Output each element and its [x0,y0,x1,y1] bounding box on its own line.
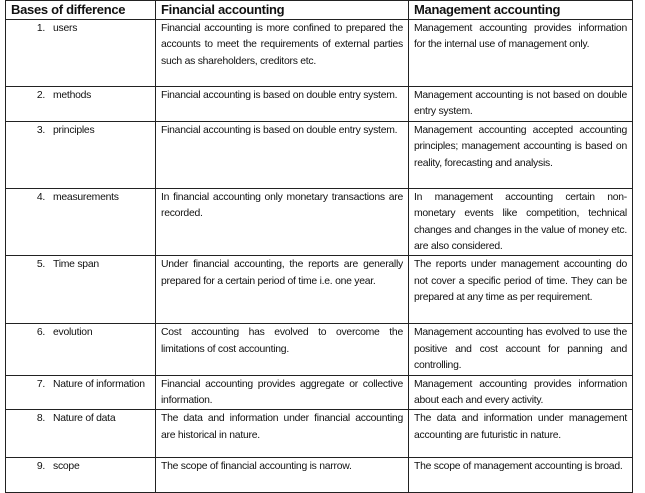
management-cell: The scope of management accounting is broad. [409,458,633,493]
row-number: 6. [36,327,45,339]
table-row [6,121,633,188]
management-cell: In management accounting certain non-monetary events like competition, technical changes and changes in the value of money etc. are also considered. [409,188,633,256]
comparison-table [5,0,633,493]
management-cell: The data and information under management accounting are futuristic in nature. [409,410,633,458]
table-row [6,256,633,324]
management-cell: The reports under management accounting do not cover a specific period of time. They can be prepared at any time as per requirement. [409,256,633,324]
table-row [6,87,633,122]
management-cell: Management accounting is not based on double entry system. [409,87,633,122]
row-number: 9. [36,461,45,473]
basis-label: scope [53,461,80,473]
row-number: 1. [36,23,45,34]
basis-label: Nature of data [53,413,116,425]
basis-cell [6,324,156,375]
basis-label: Nature of information [53,378,145,390]
basis-cell [6,256,156,324]
financial-cell: Cost accounting has evolved to overcome the limitations of cost accounting. [156,324,409,375]
header-financial: Financial accounting [156,1,409,20]
header-bases: Bases of difference [6,1,156,20]
basis-label: evolution [53,327,93,339]
row-number: 5. [36,259,45,271]
financial-cell: Financial accounting is based on double entry system. [156,121,409,188]
basis-cell [6,188,156,256]
row-number: 4. [36,191,45,203]
financial-cell: In financial accounting only monetary transactions are recorded. [156,188,409,256]
financial-cell: The scope of financial accounting is narrow. [156,458,409,493]
management-cell: Management accounting provides information about each and every activity. [409,375,633,410]
row-number: 8. [36,413,45,425]
row-number: 3. [36,124,45,136]
basis-cell [6,458,156,493]
basis-cell [6,375,156,410]
table-row [6,375,633,410]
management-cell: Management accounting has evolved to use the positive and cost account for panning and controlling. [409,324,633,375]
basis-label: measurements [53,191,119,203]
table-row [6,410,633,458]
financial-cell: Under financial accounting, the reports are generally prepared for a certain period of time i.e. one year. [156,256,409,324]
financial-cell: Financial accounting provides aggregate or collective information. [156,375,409,410]
basis-cell [6,121,156,188]
basis-label: methods [53,90,92,101]
management-cell: Management accounting provides information for the internal use of management only. [409,20,633,87]
row-number: 7. [36,378,45,390]
financial-cell: Financial accounting is more confined to prepared the accounts to meet the requirements of external parties such as shareholders, creditors etc. [156,20,409,87]
table-row [6,188,633,256]
management-cell: Management accounting accepted accounting principles; management accounting is based on reality, forecasting and analysis. [409,121,633,188]
header-row [6,1,633,20]
basis-cell [6,87,156,122]
basis-cell [6,20,156,87]
basis-label: principles [53,124,95,136]
basis-label: Time span [53,259,99,271]
table-row [6,458,633,493]
row-number: 2. [36,90,45,101]
basis-cell [6,410,156,458]
basis-label: users [53,23,78,34]
table-row [6,20,633,87]
header-management: Management accounting [409,1,633,20]
financial-cell: Financial accounting is based on double entry system. [156,87,409,122]
financial-cell: The data and information under financial accounting are historical in nature. [156,410,409,458]
table-row [6,324,633,375]
